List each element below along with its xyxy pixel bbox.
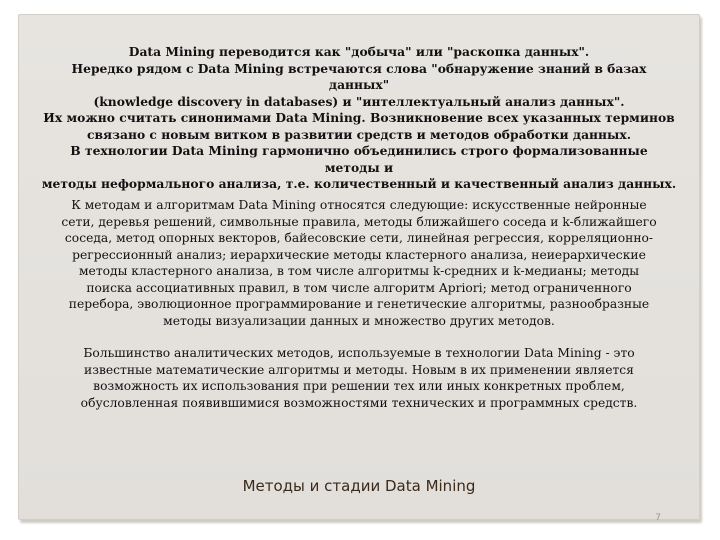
slide-frame [18, 14, 700, 523]
page-number: 7 [655, 513, 661, 523]
analytics-paragraph: Большинство аналитических методов, используемые в технологии Data Mining - это известные математические алгоритмы и методы. Новым в их применении является возможность их использования при решении тех или иных конкретных проблем, обусловленная появившимися возможностями технических и программных средств. [80, 346, 638, 410]
intro-paragraph: Data Mining переводится как "добыча" или "раскопка данных". Нередко рядом с Data Mining встречаются слова "обнаружение знаний в базах данных" (knowledge discovery in databases) и "интеллектуальный анализ данных". Их можно считать синонимами Data Mining. Возникновение всех указанных терминов связано с новым витком в развитии средств и методов обработки данных. [43, 44, 675, 142]
technology-paragraph: В технологии Data Mining гармонично объединились строго формализованные методы и методы неформального анализа, т.е. количественный и качественный анализ данных. [41, 143, 677, 191]
slide-caption: Методы и стадии Data Mining [242, 477, 476, 495]
methods-paragraph: К методам и алгоритмам Data Mining относятся следующие: искусственные нейронные сети, деревья решений, символьные правила, методы ближайшего соседа и k-ближайшего соседа, метод опорных векторов, байесовские сети, линейная регрессия, корреляционно- регрессионный анализ; иерархические методы кластерного анализа, неиерархические методы кластерного анализа, в том числе алгоритмы k-средних и k-медианы; методы поиска ассоциативных правил, в том числе алгоритм Apriori; метод ограниченного перебора, эволюционное программирование и генетические алгоритмы, разнообразные методы визуализации данных и множество других методов. [61, 198, 657, 328]
